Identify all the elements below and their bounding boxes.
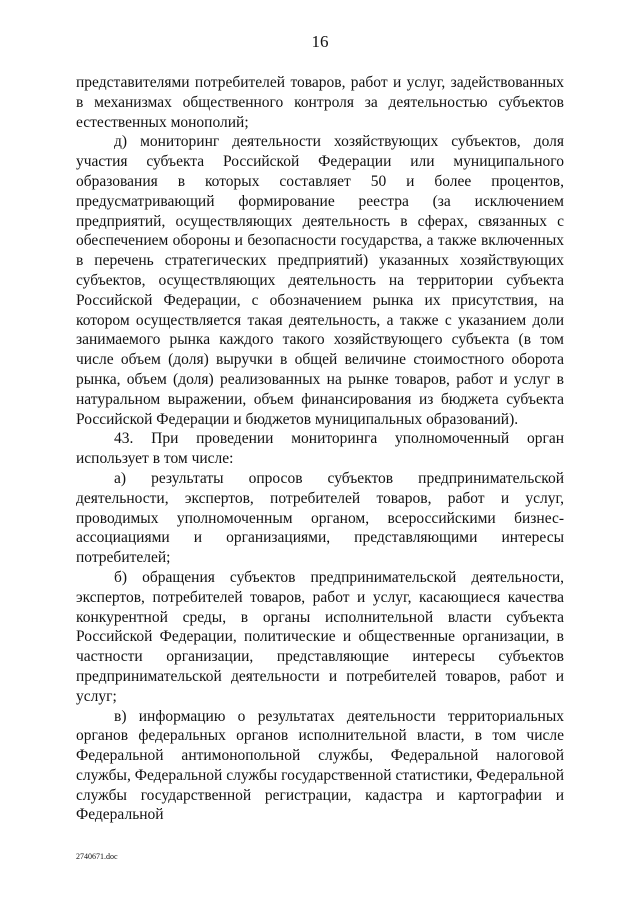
footer-doc-id: 2740671.doc — [76, 852, 118, 861]
paragraph-item-v: в) информацию о результатах деятельности территориальных органов федеральных органов исполнительной власти, в том числе Федеральной антимонопольной службы, Федеральной налоговой службы, Федеральной службы государственной статистики, Федеральной службы государственной регистрации, кадастра и картографии и Федеральной — [76, 707, 564, 824]
paragraph-clause-43: 43. При проведении мониторинга уполномоченный орган использует в том числе: — [76, 430, 564, 468]
document-body — [76, 73, 564, 825]
paragraph-item-a: а) результаты опросов субъектов предпринимательской деятельности, экспертов, потребителей товаров, работ и услуг, проводимых уполномоченным органом, всероссийскими бизнес-ассоциациями и организациями, представляющими интересы потребителей; — [76, 469, 564, 567]
paragraph-item-d: д) мониторинг деятельности хозяйствующих субъектов, доля участия субъекта Российской Федерации или муниципального образования в которых составляет 50 и более процентов, предусматривающий формирование реестра (за исключением предприятий, осуществляющих деятельность в сферах, связанных с обеспечением обороны и безопасности государства, а также включенных в перечень стратегических предприятий) указанных хозяйствующих субъектов, осуществляющих деятельность на территории субъекта Российской Федерации, с обозначением рынка их присутствия, на котором осуществляется такая деятельность, а также с указанием доли занимаемого рынка каждого такого хозяйствующего субъекта (в том числе объем (доля) выручки в общей величине стоимостного оборота рынка, объем (доля) реализованных на рынке товаров, работ и услуг в натуральном выражении, объем финансирования из бюджета субъекта Российской Федерации и бюджетов муниципальных образований). — [76, 133, 564, 428]
paragraph-continuation: представителями потребителей товаров, работ и услуг, задействованных в механизмах общественного контроля за деятельностью субъектов естественных монополий; — [76, 74, 564, 131]
paragraph-item-b: б) обращения субъектов предпринимательской деятельности, экспертов, потребителей товаров, работ и услуг, касающиеся качества конкурентной среды, в органы исполнительной власти субъекта Российской Федерации, политические и общественные организации, в частности организации, представляющие интересы субъектов предпринимательской деятельности и потребителей товаров, работ и услуг; — [76, 568, 564, 705]
page-number: 16 — [311, 32, 329, 51]
